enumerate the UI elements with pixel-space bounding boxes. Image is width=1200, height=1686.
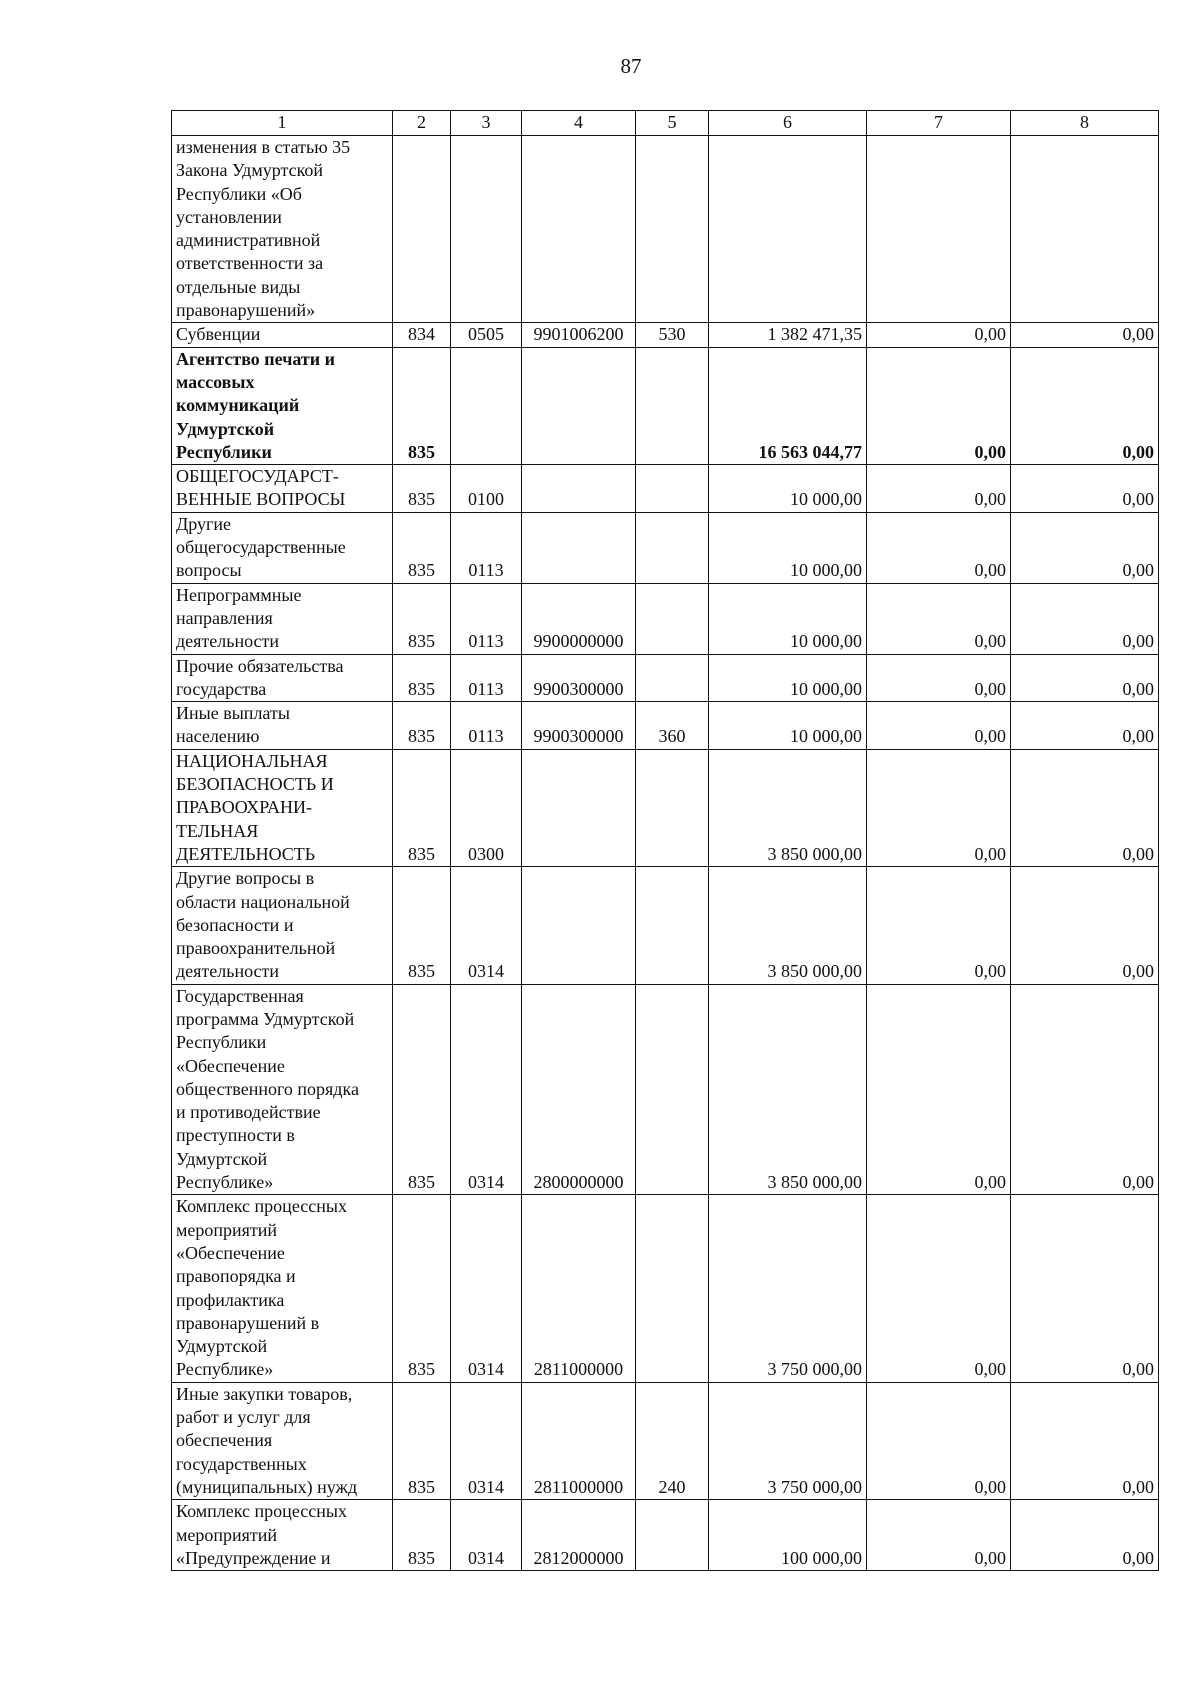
row-name-cell: [172, 465, 393, 513]
row-name-line: ВЕННЫЕ ВОПРОСЫ: [176, 489, 346, 510]
amount-cell: 10 000,00: [709, 465, 867, 513]
amount-cell: [867, 136, 1011, 323]
row-name-cell: [172, 867, 393, 984]
row-name-line: ДЕЯТЕЛЬНОСТЬ: [176, 843, 316, 864]
row-name-line: ОБЩЕГОСУДАРСТ-: [176, 466, 339, 487]
row-name-cell: [172, 323, 393, 347]
amount-cell: 0,00: [1011, 702, 1159, 750]
expense-type-cell: [636, 347, 709, 464]
target-code-cell: 2811000000: [522, 1195, 636, 1382]
target-code-cell: [522, 749, 636, 866]
section-code-cell: 0314: [451, 1382, 522, 1499]
amount-cell: 0,00: [867, 867, 1011, 984]
amount-cell: [709, 136, 867, 323]
expense-type-cell: [636, 867, 709, 984]
row-name-line: программа Удмуртской: [176, 1008, 355, 1029]
section-code-cell: 0505: [451, 323, 522, 347]
admin-code-cell: 835: [393, 1382, 451, 1499]
row-name-line: Прочие обязательства: [176, 655, 344, 676]
target-code-cell: 9901006200: [522, 323, 636, 347]
section-code-cell: 0300: [451, 749, 522, 866]
expense-type-cell: [636, 465, 709, 513]
row-name-line: профилактика: [176, 1289, 285, 1310]
target-code-cell: [522, 465, 636, 513]
column-header: 6: [709, 111, 867, 136]
table-row: [172, 323, 1159, 347]
section-code-cell: 0314: [451, 1195, 522, 1382]
expense-type-cell: 240: [636, 1382, 709, 1499]
row-name-line: правопорядка и: [176, 1266, 296, 1287]
row-name-line: массовых: [176, 371, 255, 392]
amount-cell: 10 000,00: [709, 654, 867, 702]
target-code-cell: [522, 512, 636, 583]
row-name-line: БЕЗОПАСНОСТЬ И: [176, 774, 334, 795]
table-row: [172, 749, 1159, 866]
row-name-line: Комплекс процессных: [176, 1196, 347, 1217]
budget-table: [171, 110, 1159, 1571]
amount-cell: 0,00: [1011, 1195, 1159, 1382]
row-name-line: Комплекс процессных: [176, 1501, 347, 1522]
row-name-line: Республики: [176, 441, 272, 462]
column-header: 4: [522, 111, 636, 136]
amount-cell: 0,00: [867, 465, 1011, 513]
row-name-line: Республике»: [176, 1359, 274, 1380]
target-code-cell: 2800000000: [522, 984, 636, 1195]
table-row: [172, 984, 1159, 1195]
amount-cell: 0,00: [867, 1195, 1011, 1382]
amount-cell: 10 000,00: [709, 702, 867, 750]
amount-cell: 0,00: [1011, 323, 1159, 347]
row-name-line: (муниципальных) нужд: [176, 1476, 358, 1497]
expense-type-cell: [636, 583, 709, 654]
expense-type-cell: [636, 1500, 709, 1571]
expense-type-cell: 530: [636, 323, 709, 347]
column-header: 5: [636, 111, 709, 136]
section-code-cell: 0314: [451, 867, 522, 984]
table-row: [172, 347, 1159, 464]
expense-type-cell: [636, 654, 709, 702]
admin-code-cell: 834: [393, 323, 451, 347]
row-name-line: населению: [176, 726, 260, 747]
table-row: [172, 1500, 1159, 1571]
admin-code-cell: 835: [393, 583, 451, 654]
row-name-line: правонарушений»: [176, 300, 316, 321]
row-name-line: мероприятий: [176, 1524, 278, 1545]
row-name-line: направления: [176, 607, 273, 628]
row-name-cell: [172, 702, 393, 750]
amount-cell: 0,00: [1011, 512, 1159, 583]
section-code-cell: 0113: [451, 583, 522, 654]
row-name-cell: [172, 749, 393, 866]
row-name-cell: [172, 583, 393, 654]
row-name-cell: [172, 512, 393, 583]
row-name-line: ПРАВООХРАНИ-: [176, 797, 313, 818]
target-code-cell: 9900300000: [522, 702, 636, 750]
amount-cell: 16 563 044,77: [709, 347, 867, 464]
row-name-line: Удмуртской: [176, 1336, 268, 1357]
admin-code-cell: 835: [393, 702, 451, 750]
amount-cell: 0,00: [1011, 1500, 1159, 1571]
amount-cell: 3 850 000,00: [709, 867, 867, 984]
table-row: [172, 702, 1159, 750]
row-name-line: Другие: [176, 513, 232, 534]
table-row: [172, 654, 1159, 702]
expense-type-cell: [636, 749, 709, 866]
amount-cell: 0,00: [867, 984, 1011, 1195]
row-name-line: деятельности: [176, 961, 280, 982]
expense-type-cell: [636, 136, 709, 323]
section-code-cell: [451, 136, 522, 323]
row-name-line: Республике»: [176, 1172, 274, 1193]
target-code-cell: 2812000000: [522, 1500, 636, 1571]
row-name-line: коммуникаций: [176, 395, 300, 416]
row-name-line: преступности в: [176, 1125, 295, 1146]
column-header: 3: [451, 111, 522, 136]
amount-cell: 0,00: [867, 749, 1011, 866]
row-name-line: ТЕЛЬНАЯ: [176, 820, 259, 841]
amount-cell: 0,00: [867, 583, 1011, 654]
row-name-line: Иные закупки товаров,: [176, 1383, 353, 1404]
target-code-cell: [522, 867, 636, 984]
amount-cell: 0,00: [1011, 583, 1159, 654]
row-name-line: отдельные виды: [176, 276, 301, 297]
admin-code-cell: 835: [393, 654, 451, 702]
admin-code-cell: 835: [393, 347, 451, 464]
section-code-cell: [451, 347, 522, 464]
section-code-cell: 0113: [451, 654, 522, 702]
amount-cell: 0,00: [867, 1500, 1011, 1571]
row-name-line: и противодействие: [176, 1102, 321, 1123]
admin-code-cell: 835: [393, 1500, 451, 1571]
row-name-line: работ и услуг для: [176, 1407, 311, 1428]
expense-type-cell: [636, 1195, 709, 1382]
admin-code-cell: 835: [393, 867, 451, 984]
row-name-line: Агентство печати и: [176, 348, 335, 369]
table-row: [172, 136, 1159, 323]
row-name-cell: [172, 347, 393, 464]
row-name-line: Непрограммные: [176, 584, 302, 605]
column-header: 1: [172, 111, 393, 136]
admin-code-cell: 835: [393, 1195, 451, 1382]
target-code-cell: [522, 347, 636, 464]
row-name-line: государственных: [176, 1453, 307, 1474]
row-name-line: вопросы: [176, 560, 242, 581]
amount-cell: 3 850 000,00: [709, 984, 867, 1195]
row-name-line: изменения в статью 35: [176, 137, 351, 157]
row-name-line: Республики «Об: [176, 183, 302, 204]
section-code-cell: 0314: [451, 984, 522, 1195]
row-name-cell: [172, 136, 393, 323]
column-header: 8: [1011, 111, 1159, 136]
table-row: [172, 583, 1159, 654]
expense-type-cell: 360: [636, 702, 709, 750]
amount-cell: 0,00: [1011, 654, 1159, 702]
row-name-cell: [172, 1500, 393, 1571]
amount-cell: 0,00: [1011, 984, 1159, 1195]
row-name-line: Иные выплаты: [176, 703, 290, 724]
row-name-line: общегосударственные: [176, 537, 346, 558]
row-name-line: установлении: [176, 206, 282, 227]
row-name-line: НАЦИОНАЛЬНАЯ: [176, 750, 328, 771]
row-name-line: общественного порядка: [176, 1078, 359, 1099]
row-name-line: Удмуртской: [176, 418, 275, 439]
amount-cell: 0,00: [1011, 1382, 1159, 1499]
amount-cell: 0,00: [867, 1382, 1011, 1499]
amount-cell: 0,00: [1011, 347, 1159, 464]
row-name-line: Закона Удмуртской: [176, 160, 324, 181]
column-header: 2: [393, 111, 451, 136]
amount-cell: 0,00: [867, 323, 1011, 347]
page-number: 87: [620, 54, 642, 78]
target-code-cell: 9900000000: [522, 583, 636, 654]
section-code-cell: 0113: [451, 702, 522, 750]
target-code-cell: 2811000000: [522, 1382, 636, 1499]
amount-cell: 0,00: [867, 347, 1011, 464]
admin-code-cell: 835: [393, 465, 451, 513]
row-name-line: безопасности и: [176, 914, 294, 935]
table-row: [172, 512, 1159, 583]
row-name-line: Удмуртской: [176, 1148, 268, 1169]
row-name-line: «Обеспечение: [176, 1055, 285, 1076]
expense-type-cell: [636, 984, 709, 1195]
admin-code-cell: 835: [393, 749, 451, 866]
amount-cell: [1011, 136, 1159, 323]
amount-cell: 0,00: [1011, 465, 1159, 513]
amount-cell: 100 000,00: [709, 1500, 867, 1571]
admin-code-cell: 835: [393, 512, 451, 583]
row-name-line: обеспечения: [176, 1430, 273, 1451]
target-code-cell: [522, 136, 636, 323]
row-name-line: государства: [176, 678, 267, 699]
amount-cell: 0,00: [867, 654, 1011, 702]
row-name-cell: [172, 1195, 393, 1382]
amount-cell: 0,00: [867, 512, 1011, 583]
row-name-cell: [172, 1382, 393, 1499]
admin-code-cell: [393, 136, 451, 323]
row-name-line: правонарушений в: [176, 1312, 320, 1333]
row-name-line: Государственная: [176, 985, 304, 1006]
row-name-line: правоохранительной: [176, 938, 336, 959]
section-code-cell: 0113: [451, 512, 522, 583]
admin-code-cell: 835: [393, 984, 451, 1195]
amount-cell: 10 000,00: [709, 512, 867, 583]
column-header: 7: [867, 111, 1011, 136]
row-name-line: мероприятий: [176, 1219, 278, 1240]
table-row: [172, 465, 1159, 513]
amount-cell: 1 382 471,35: [709, 323, 867, 347]
row-name-line: административной: [176, 230, 321, 251]
expense-type-cell: [636, 512, 709, 583]
amount-cell: 3 850 000,00: [709, 749, 867, 866]
row-name-line: Другие вопросы в: [176, 868, 315, 889]
table-row: [172, 1195, 1159, 1382]
amount-cell: 3 750 000,00: [709, 1382, 867, 1499]
row-name-line: области национальной: [176, 891, 350, 912]
amount-cell: 0,00: [867, 702, 1011, 750]
row-name-line: ответственности за: [176, 253, 324, 274]
row-name-line: деятельности: [176, 631, 280, 652]
table-row: [172, 867, 1159, 984]
target-code-cell: 9900300000: [522, 654, 636, 702]
amount-cell: 0,00: [1011, 867, 1159, 984]
row-name-cell: [172, 984, 393, 1195]
section-code-cell: 0100: [451, 465, 522, 513]
amount-cell: 3 750 000,00: [709, 1195, 867, 1382]
row-name-cell: [172, 654, 393, 702]
row-name-line: Республики: [176, 1032, 267, 1053]
row-name-line: «Предупреждение и: [176, 1547, 331, 1568]
table-row: [172, 1382, 1159, 1499]
row-name-line: Субвенции: [176, 324, 261, 345]
amount-cell: 0,00: [1011, 749, 1159, 866]
section-code-cell: 0314: [451, 1500, 522, 1571]
amount-cell: 10 000,00: [709, 583, 867, 654]
header-row: [172, 111, 1159, 136]
row-name-line: «Обеспечение: [176, 1242, 285, 1263]
